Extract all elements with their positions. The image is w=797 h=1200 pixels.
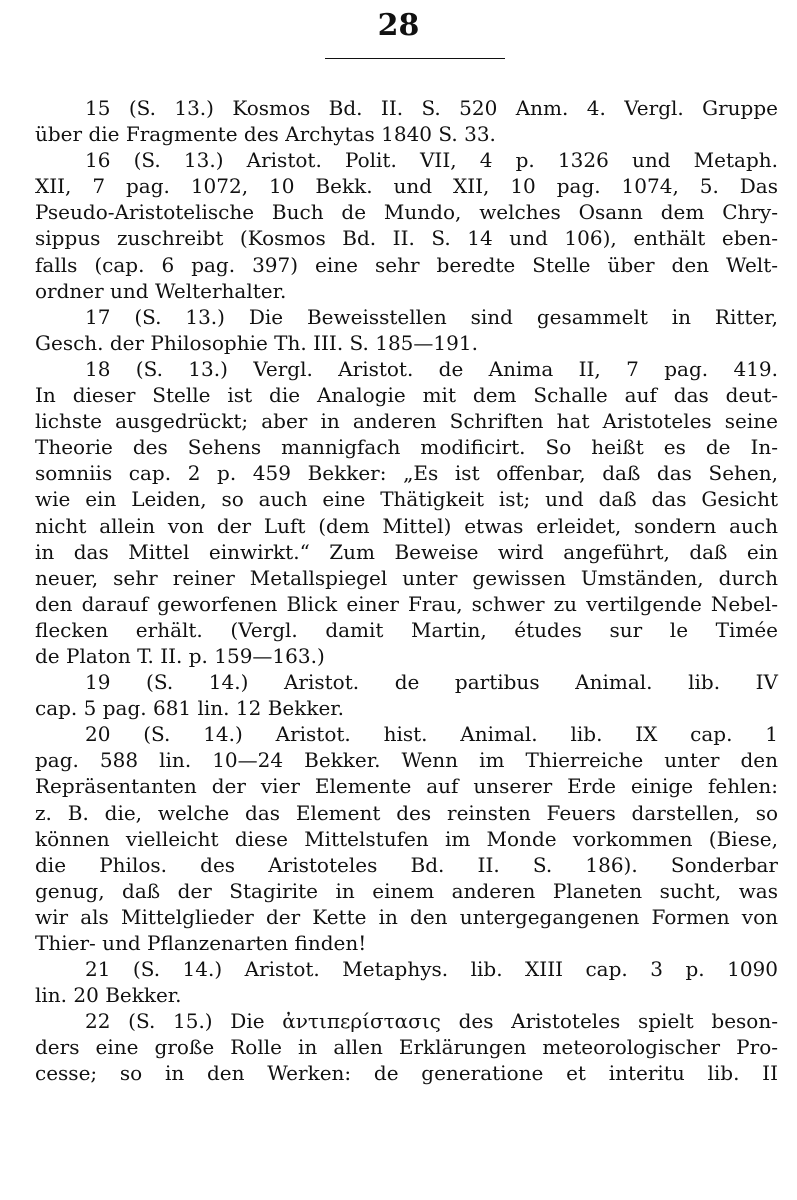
text-line: somniis cap. 2 p. 459 Bekker: „Es ist offenbar, daß das Sehen, bbox=[35, 461, 778, 486]
text-line: 17 (S. 13.) Die Beweisstellen sind gesammelt in Ritter, bbox=[85, 304, 778, 329]
text-line: wie ein Leiden, so auch eine Thätigkeit ist; und daß das Gesicht bbox=[35, 487, 778, 512]
text-line: 15 (S. 13.) Kosmos Bd. II. S. 520 Anm. 4. Vergl. Gruppe bbox=[85, 96, 778, 120]
text-line: XII, 7 pag. 1072, 10 Bekk. und XII, 10 pag. 1074, 5. Das bbox=[35, 174, 778, 199]
text-line: Theorie des Sehens mannigfach modificirt. So heißt es de In- bbox=[35, 435, 778, 460]
text-line: wir als Mittelglieder der Kette in den untergegangenen Formen von bbox=[35, 904, 778, 929]
text-line: über die Fragmente des Archytas 1840 S. 33. bbox=[35, 122, 496, 147]
text-line: den darauf geworfenen Blick einer Frau, schwer zu vertilgende Nebel- bbox=[35, 591, 778, 616]
text-line: pag. 588 lin. 10—24 Bekker. Wenn im Thierreiche unter den bbox=[35, 748, 778, 773]
text-line: lichste ausgedrückt; aber in anderen Schriften hat Aristoteles seine bbox=[35, 409, 778, 434]
text-line: z. B. die, welche das Element des reinsten Feuers darstellen, so bbox=[35, 800, 778, 825]
text-line: ordner und Welterhalter. bbox=[35, 278, 287, 303]
text-line: Pseudo-Aristotelische Buch de Mundo, welches Osann dem Chry- bbox=[35, 200, 778, 225]
header-rule bbox=[325, 58, 505, 59]
text-line: In dieser Stelle ist die Analogie mit dem Schalle auf das deut- bbox=[35, 383, 778, 408]
text-line: können vielleicht diese Mittelstufen im Monde vorkommen (Biese, bbox=[35, 826, 778, 851]
text-line: lin. 20 Bekker. bbox=[35, 983, 182, 1008]
text-line: 18 (S. 13.) Vergl. Aristot. de Anima II, 7 pag. 419. bbox=[85, 356, 778, 381]
text-line: 21 (S. 14.) Aristot. Metaphys. lib. XIII cap. 3 p. 1090 bbox=[85, 957, 778, 982]
text-line: cesse; so in den Werken: de generatione et interitu lib. II bbox=[35, 1061, 778, 1086]
text-line: 19 (S. 14.) Aristot. de partibus Animal. lib. IV bbox=[85, 670, 778, 695]
text-line: 16 (S. 13.) Aristot. Polit. VII, 4 p. 1326 und Metaph. bbox=[85, 148, 778, 173]
text-line: Thier- und Pflanzenarten finden! bbox=[35, 931, 367, 955]
footnotes-block bbox=[35, 95, 778, 1087]
text-line: ders eine große Rolle in allen Erklärungen meteorologischer Pro- bbox=[35, 1035, 778, 1060]
text-line: 22 (S. 15.) Die ἀντιπερίστασις des Aristoteles spielt beson- bbox=[85, 1009, 778, 1034]
page-number: 28 bbox=[377, 8, 420, 43]
text-line: 20 (S. 14.) Aristot. hist. Animal. lib. IX cap. 1 bbox=[85, 722, 778, 747]
text-line: cap. 5 pag. 681 lin. 12 Bekker. bbox=[35, 696, 345, 721]
text-line: Repräsentanten der vier Elemente auf unserer Erde einige fehlen: bbox=[35, 774, 778, 799]
text-line: neuer, sehr reiner Metallspiegel unter gewissen Umständen, durch bbox=[35, 565, 778, 590]
text-line: genug, daß der Stagirite in einem anderen Planeten sucht, was bbox=[35, 878, 778, 903]
text-line: de Platon T. II. p. 159—163.) bbox=[35, 643, 325, 668]
text-line: Gesch. der Philosophie Th. III. S. 185—191. bbox=[35, 330, 478, 355]
text-line: falls (cap. 6 pag. 397) eine sehr beredte Stelle über den Welt- bbox=[35, 252, 778, 277]
text-line: in das Mittel einwirkt.“ Zum Beweise wird angeführt, daß ein bbox=[35, 539, 778, 564]
text-line: sippus zuschreibt (Kosmos Bd. II. S. 14 und 106), enthält eben- bbox=[35, 226, 778, 251]
text-line: nicht allein von der Luft (dem Mittel) etwas erleidet, sondern auch bbox=[35, 513, 778, 538]
text-line: flecken erhält. (Vergl. damit Martin, études sur le Timée bbox=[35, 617, 778, 642]
text-line: die Philos. des Aristoteles Bd. II. S. 186). Sonderbar bbox=[35, 852, 778, 877]
